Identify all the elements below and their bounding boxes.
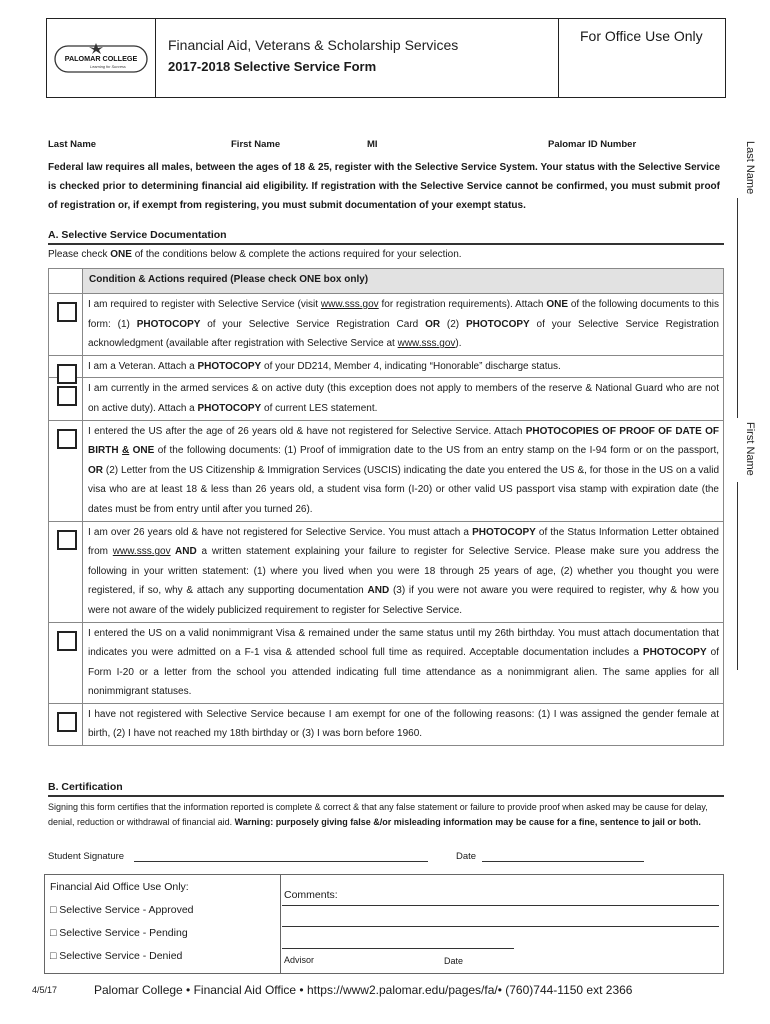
condition-text [83, 378, 723, 419]
condition-row [49, 355, 723, 378]
condition-text-segment: PHOTOCOPY [642, 647, 707, 659]
condition-text-segment: (2) [440, 318, 466, 330]
condition-row [49, 703, 723, 745]
condition-checkbox[interactable] [57, 429, 77, 449]
condition-text-segment: PHOTOCOPY [465, 318, 530, 330]
logo-tagline: Learning for Success [90, 65, 126, 69]
condition-checkbox[interactable] [57, 631, 77, 651]
last-name-label: Last Name [48, 139, 97, 150]
sidebar-last-name: Last Name [744, 141, 756, 195]
condition-row [49, 377, 723, 419]
condition-text-segment: of current LES statement. [261, 402, 378, 414]
condition-text-segment: ONE [546, 299, 568, 310]
condition-text [83, 356, 723, 378]
instruction-bold: ONE [110, 249, 132, 260]
advisor-label: Advisor [284, 955, 315, 965]
certification-warning: Warning: purposely giving false &/or misleading information may be cause for a fine, sentence to jail or both. [234, 816, 701, 827]
condition-text-segment: PHOTOCOPY [197, 402, 262, 414]
condition-text-segment: AND [367, 585, 390, 597]
condition-text-segment: I have not registered with Selective Service because I am exempt for one of the following reasons: (1) I was assigned the gender female at birth, (2) I have not reached my 18th birthday or (3) I was born before 1960. [88, 708, 719, 740]
office-use-label: For Office Use Only [580, 28, 703, 44]
department-title: Financial Aid, Veterans & Scholarship Services [168, 37, 459, 53]
conditions-table [48, 268, 724, 746]
condition-link[interactable]: www.sss.gov [397, 338, 456, 350]
condition-text-segment: of Form I-20 or a letter from the school you attended indicating full time attendance as a nonimmigrant alien. The same applies for all nonimmigrant statuses. [88, 647, 720, 698]
condition-text-segment: of the following documents: (1) Proof of immigration date to the US from an entry stamp on the I-94 form or on the passport, [154, 445, 720, 457]
section-a-instruction [48, 249, 462, 260]
condition-text-segment: I entered the US after the age of 26 years old & have not registered for Selective Service. Attach [88, 425, 526, 437]
status-approved-checkbox[interactable]: □ Selective Service - Approved [50, 904, 194, 916]
condition-text-segment: a written statement explaining your failure to register for Selective Service. Please make sure you address the following in your written statement: (1) where you lived when you were 18 through 25 years of age, (2) whether you thought you were registered, if so, why & attach any supporting documentation [88, 546, 719, 597]
condition-text-segment: of your Selective Service Registration acknowledgment (available after registration with Selective Service at [88, 318, 719, 350]
condition-text-segment: I am required to register with Selective Service (visit [88, 299, 321, 310]
section-b-title: B. Certification [48, 781, 123, 793]
footer-text: Palomar College • Financial Aid Office • https://www2.palomar.edu/pages/fa/• (760)744-1150 ext 2366 [94, 983, 633, 997]
table-header-row [49, 269, 723, 293]
condition-text-segment: PHOTOCOPIES OF PROOF OF DATE OF BIRTH [88, 425, 719, 457]
advisor-date-label: Date [444, 956, 464, 966]
advisor-line[interactable] [282, 948, 514, 949]
condition-text-segment: ). [455, 338, 462, 350]
condition-row [49, 622, 723, 703]
condition-text [83, 623, 723, 703]
status-pending-checkbox[interactable]: □ Selective Service - Pending [50, 927, 188, 939]
condition-text-segment: PHOTOCOPY [136, 318, 201, 330]
section-a-title: A. Selective Service Documentation [48, 229, 227, 241]
condition-row [49, 293, 723, 355]
section-b-rule [48, 795, 724, 797]
section-a-rule [48, 243, 724, 245]
condition-text-segment: of the following documents to this form: (1) [88, 299, 720, 330]
condition-text-segment: of the Status Information Letter obtained from [88, 526, 719, 558]
condition-text-segment: (2) Letter from the US Citizenship & Immigration Services (USCIS) indicating the date you entered the US &, for those in the US on a valid visa who are at least 18 & less than 26 years old, a student visa form (I-20) or other valid US passport visa stamp with expiration date (the dates must be from entry until after you turned 26). [88, 464, 719, 515]
condition-text-segment: for registration requirements). Attach [378, 299, 547, 310]
comments-line-2[interactable] [282, 926, 719, 927]
sidebar-first-name: First Name [744, 422, 756, 476]
condition-link[interactable]: www.sss.gov [112, 546, 171, 558]
condition-text-segment: I entered the US on a valid nonimmigrant Visa & remained under the same status until my 26th birthday. You must attach documentation that indicates you were admitted on a F-1 visa & attended school full time as required. Acceptable documentation includes a [88, 627, 719, 659]
condition-checkbox[interactable] [57, 712, 77, 732]
intro-text: Federal law requires all males, between the ages of 18 & 25, register with the Selective Service System. Your status with the Selective Service is checked prior to determining financial aid eligibility. If registration with the Selective Service cannot be confirmed, you must submit proof of registration or, if exempt from registering, you must submit documentation of your exempt status. [48, 162, 720, 211]
condition-link[interactable]: & [121, 445, 130, 457]
condition-text-segment: I am over 26 years old & have not registered for Selective Service. You must attach a [88, 526, 473, 538]
certification-text [48, 800, 720, 829]
footer-date: 4/5/17 [32, 985, 58, 995]
condition-text [83, 704, 723, 745]
signature-label: Student Signature [48, 851, 125, 862]
logo-name: PALOMAR COLLEGE [64, 54, 138, 63]
signature-date-field[interactable] [482, 861, 644, 862]
comments-label: Comments: [284, 889, 338, 901]
condition-checkbox[interactable] [57, 302, 77, 322]
sidebar-first-name-line[interactable] [737, 482, 738, 670]
condition-checkbox[interactable] [57, 530, 77, 550]
instruction-pre: Please check [48, 249, 111, 260]
instruction-post: of the conditions below & complete the actions required for your selection. [131, 249, 462, 260]
palomar-id-label: Palomar ID Number [548, 139, 637, 150]
condition-text [83, 294, 723, 355]
comments-line-1[interactable] [282, 905, 719, 906]
first-name-label: First Name [231, 139, 281, 150]
condition-text-segment: I am currently in the armed services & on active duty (this exception does not apply to members of the reserve & National Guard who are not on active duty). Attach a [88, 383, 719, 414]
form-title: 2017-2018 Selective Service Form [168, 59, 377, 74]
condition-link[interactable]: www.sss.gov [320, 299, 379, 310]
office-use-divider [280, 874, 281, 974]
condition-text-segment: of your Selective Service Registration Card [200, 318, 426, 330]
signature-date-label: Date [456, 851, 477, 862]
condition-text-segment: I am a Veteran. Attach a [88, 360, 198, 372]
condition-text-segment: (3) if you were not aware you were required to register, why & how you were not aware of the widely publicized requirement to register for Selective Service. [88, 585, 719, 616]
condition-checkbox[interactable] [57, 386, 77, 406]
table-header: Condition & Actions required (Please check ONE box only) [83, 269, 723, 293]
sidebar-last-name-line[interactable] [737, 198, 738, 418]
condition-row [49, 521, 723, 622]
office-use-title: Financial Aid Office Use Only: [50, 881, 189, 893]
condition-text-segment: PHOTOCOPY [197, 360, 262, 372]
mi-label: MI [367, 139, 378, 150]
status-denied-checkbox[interactable]: □ Selective Service - Denied [50, 950, 183, 962]
condition-text-segment: of your DD214, Member 4, indicating “Honorable” discharge status. [261, 360, 561, 372]
certification-body: Signing this form certifies that the information reported is complete & correct & that any false statement or failure to provide proof when asked may be cause for delay, denial, reduction or withdrawal of financial aid. [48, 802, 708, 827]
condition-text-segment: OR [425, 318, 441, 330]
condition-row [49, 420, 723, 521]
palomar-college-logo [54, 40, 148, 74]
condition-text-segment: PHOTOCOPY [472, 526, 536, 538]
condition-text [83, 421, 723, 521]
condition-text [83, 522, 723, 622]
condition-text-segment: ONE [129, 445, 155, 457]
condition-text-segment: AND [170, 546, 197, 558]
signature-field[interactable] [134, 861, 428, 862]
condition-text-segment: OR [88, 464, 103, 476]
